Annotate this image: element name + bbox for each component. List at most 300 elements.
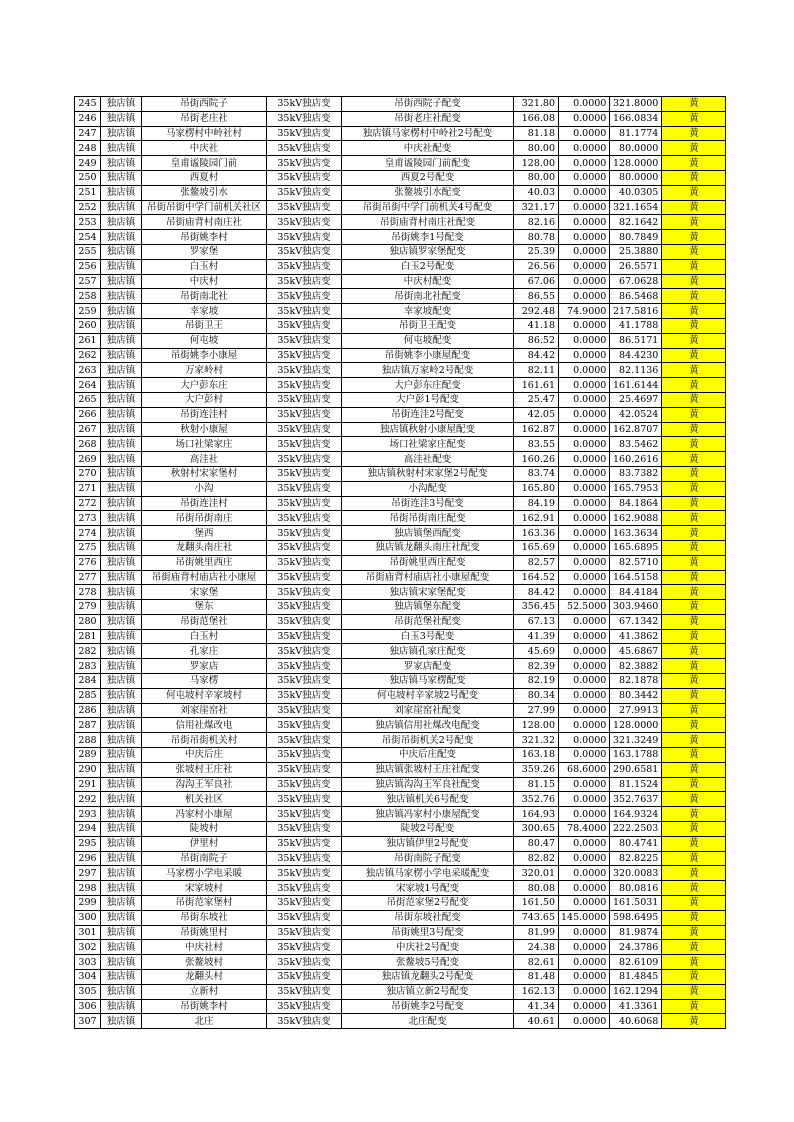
row-number: 283 [75, 659, 101, 674]
row-number: 257 [75, 274, 101, 289]
town-cell: 独店镇 [101, 896, 142, 911]
level-cell: 黄 [662, 851, 726, 866]
available-cell: 161.6144 [610, 378, 662, 393]
deducted-cell: 0.0000 [559, 526, 610, 541]
substation-cell: 35kV独店变 [267, 274, 342, 289]
deducted-cell: 0.0000 [559, 644, 610, 659]
deducted-cell: 0.0000 [559, 244, 610, 259]
substation-cell: 35kV独店变 [267, 807, 342, 822]
table-row [75, 822, 726, 837]
transformer-cell: 独店镇冯家村小康屋配变 [342, 807, 514, 822]
table-row [75, 955, 726, 970]
location-cell: 张鳌坡村 [142, 955, 267, 970]
available-cell: 161.5031 [610, 896, 662, 911]
town-cell: 独店镇 [101, 777, 142, 792]
deducted-cell: 0.0000 [559, 777, 610, 792]
location-cell: 吊街吊街中学门前机关社区 [142, 200, 267, 215]
town-cell: 独店镇 [101, 170, 142, 185]
row-number: 254 [75, 230, 101, 245]
row-number: 298 [75, 881, 101, 896]
town-cell: 独店镇 [101, 955, 142, 970]
location-cell: 万家岭村 [142, 363, 267, 378]
location-cell: 白玉村 [142, 629, 267, 644]
table-row [75, 170, 726, 185]
transformer-cell: 宋家坡1号配变 [342, 881, 514, 896]
available-cell: 321.3249 [610, 733, 662, 748]
level-cell: 黄 [662, 970, 726, 985]
capacity-cell: 82.11 [514, 363, 559, 378]
transformer-cell: 张鳌坡引水配变 [342, 185, 514, 200]
row-number: 251 [75, 185, 101, 200]
level-cell: 黄 [662, 718, 726, 733]
row-number: 258 [75, 289, 101, 304]
substation-cell: 35kV独店变 [267, 851, 342, 866]
row-number: 305 [75, 984, 101, 999]
transformer-cell: 刘家崖窑社配变 [342, 703, 514, 718]
town-cell: 独店镇 [101, 437, 142, 452]
table-row [75, 659, 726, 674]
table-row [75, 733, 726, 748]
town-cell: 独店镇 [101, 925, 142, 940]
transformer-cell: 独店镇伊里2号配变 [342, 836, 514, 851]
capacity-cell: 80.78 [514, 230, 559, 245]
town-cell: 独店镇 [101, 526, 142, 541]
capacity-cell: 166.08 [514, 111, 559, 126]
capacity-cell: 162.87 [514, 422, 559, 437]
table-row [75, 984, 726, 999]
table-row [75, 881, 726, 896]
substation-cell: 35kV独店变 [267, 526, 342, 541]
town-cell: 独店镇 [101, 200, 142, 215]
location-cell: 孔家庄 [142, 644, 267, 659]
deducted-cell: 0.0000 [559, 496, 610, 511]
substation-cell: 35kV独店变 [267, 111, 342, 126]
row-number: 291 [75, 777, 101, 792]
table-row [75, 614, 726, 629]
table-row [75, 836, 726, 851]
substation-cell: 35kV独店变 [267, 881, 342, 896]
level-cell: 黄 [662, 777, 726, 792]
row-number: 270 [75, 466, 101, 481]
transformer-cell: 吊街南北社配变 [342, 289, 514, 304]
available-cell: 162.9088 [610, 511, 662, 526]
location-cell: 北庄 [142, 1014, 267, 1029]
available-cell: 84.4184 [610, 585, 662, 600]
transformer-cell: 吊街吊街南庄配变 [342, 511, 514, 526]
level-cell: 黄 [662, 141, 726, 156]
location-cell: 中庆村 [142, 274, 267, 289]
town-cell: 独店镇 [101, 540, 142, 555]
transformer-cell: 独店镇立新2号配变 [342, 984, 514, 999]
substation-cell: 35kV独店变 [267, 703, 342, 718]
substation-cell: 35kV独店变 [267, 555, 342, 570]
transformer-cell: 吊街范家堡2号配变 [342, 896, 514, 911]
capacity-cell: 359.26 [514, 762, 559, 777]
town-cell: 独店镇 [101, 733, 142, 748]
town-cell: 独店镇 [101, 614, 142, 629]
substation-cell: 35kV独店变 [267, 748, 342, 763]
capacity-cell: 82.16 [514, 215, 559, 230]
row-number: 271 [75, 481, 101, 496]
transformer-cell: 北庄配变 [342, 1014, 514, 1029]
table-row [75, 748, 726, 763]
town-cell: 独店镇 [101, 392, 142, 407]
deducted-cell: 0.0000 [559, 703, 610, 718]
level-cell: 黄 [662, 733, 726, 748]
table-row [75, 452, 726, 467]
town-cell: 独店镇 [101, 481, 142, 496]
location-cell: 刘家崖窑社 [142, 703, 267, 718]
deducted-cell: 0.0000 [559, 274, 610, 289]
available-cell: 81.1524 [610, 777, 662, 792]
substation-cell: 35kV独店变 [267, 585, 342, 600]
location-cell: 白玉村 [142, 259, 267, 274]
level-cell: 黄 [662, 1014, 726, 1029]
substation-cell: 35kV独店变 [267, 970, 342, 985]
transformer-cell: 陡坡2号配变 [342, 822, 514, 837]
deducted-cell: 0.0000 [559, 688, 610, 703]
transformer-cell: 独店镇秋射村宋家堡2号配变 [342, 466, 514, 481]
substation-cell: 35kV独店变 [267, 999, 342, 1014]
row-number: 253 [75, 215, 101, 230]
level-cell: 黄 [662, 437, 726, 452]
level-cell: 黄 [662, 984, 726, 999]
capacity-cell: 292.48 [514, 304, 559, 319]
transformer-cell: 皇甫谧陵园门前配变 [342, 156, 514, 171]
level-cell: 黄 [662, 925, 726, 940]
level-cell: 黄 [662, 318, 726, 333]
town-cell: 独店镇 [101, 762, 142, 777]
transformer-cell: 独店镇万家岭2号配变 [342, 363, 514, 378]
location-cell: 吊街连洼村 [142, 407, 267, 422]
substation-cell: 35kV独店变 [267, 1014, 342, 1029]
substation-cell: 35kV独店变 [267, 407, 342, 422]
level-cell: 黄 [662, 629, 726, 644]
level-cell: 黄 [662, 259, 726, 274]
town-cell: 独店镇 [101, 511, 142, 526]
table-row [75, 600, 726, 615]
table-row [75, 156, 726, 171]
capacity-cell: 80.34 [514, 688, 559, 703]
level-cell: 黄 [662, 688, 726, 703]
deducted-cell: 0.0000 [559, 614, 610, 629]
table-row [75, 466, 726, 481]
available-cell: 80.3442 [610, 688, 662, 703]
level-cell: 黄 [662, 955, 726, 970]
capacity-cell: 352.76 [514, 792, 559, 807]
level-cell: 黄 [662, 659, 726, 674]
available-cell: 41.3361 [610, 999, 662, 1014]
town-cell: 独店镇 [101, 378, 142, 393]
deducted-cell: 0.0000 [559, 807, 610, 822]
transformer-cell: 独店镇马家楞配变 [342, 674, 514, 689]
location-cell: 西夏村 [142, 170, 267, 185]
level-cell: 黄 [662, 896, 726, 911]
level-cell: 黄 [662, 910, 726, 925]
available-cell: 166.0834 [610, 111, 662, 126]
location-cell: 高洼社 [142, 452, 267, 467]
transformer-cell: 张鳌坡5号配变 [342, 955, 514, 970]
capacity-cell: 162.13 [514, 984, 559, 999]
table-row [75, 274, 726, 289]
town-cell: 独店镇 [101, 230, 142, 245]
table-row [75, 392, 726, 407]
substation-cell: 35kV独店变 [267, 925, 342, 940]
transformer-cell: 吊街东坡社配变 [342, 910, 514, 925]
capacity-cell: 161.50 [514, 896, 559, 911]
deducted-cell: 68.6000 [559, 762, 610, 777]
location-cell: 罗家堡 [142, 244, 267, 259]
level-cell: 黄 [662, 881, 726, 896]
table-body [75, 97, 726, 1029]
town-cell: 独店镇 [101, 318, 142, 333]
available-cell: 165.7953 [610, 481, 662, 496]
capacity-cell: 163.36 [514, 526, 559, 541]
capacity-cell: 128.00 [514, 718, 559, 733]
deducted-cell: 145.0000 [559, 910, 610, 925]
town-cell: 独店镇 [101, 407, 142, 422]
row-number: 302 [75, 940, 101, 955]
deducted-cell: 0.0000 [559, 999, 610, 1014]
deducted-cell: 0.0000 [559, 126, 610, 141]
row-number: 263 [75, 363, 101, 378]
row-number: 288 [75, 733, 101, 748]
town-cell: 独店镇 [101, 822, 142, 837]
table-row [75, 925, 726, 940]
table-row [75, 200, 726, 215]
capacity-cell: 41.18 [514, 318, 559, 333]
deducted-cell: 0.0000 [559, 970, 610, 985]
substation-cell: 35kV独店变 [267, 762, 342, 777]
transformer-cell: 吊街姚里西庄配变 [342, 555, 514, 570]
town-cell: 独店镇 [101, 304, 142, 319]
town-cell: 独店镇 [101, 999, 142, 1014]
transformer-cell: 独店镇堡东配变 [342, 600, 514, 615]
level-cell: 黄 [662, 452, 726, 467]
available-cell: 82.1136 [610, 363, 662, 378]
deducted-cell: 0.0000 [559, 851, 610, 866]
deducted-cell: 52.5000 [559, 600, 610, 615]
town-cell: 独店镇 [101, 644, 142, 659]
row-number: 301 [75, 925, 101, 940]
table-row [75, 851, 726, 866]
available-cell: 160.2616 [610, 452, 662, 467]
location-cell: 马家楞 [142, 674, 267, 689]
row-number: 306 [75, 999, 101, 1014]
town-cell: 独店镇 [101, 836, 142, 851]
row-number: 289 [75, 748, 101, 763]
level-cell: 黄 [662, 126, 726, 141]
town-cell: 独店镇 [101, 126, 142, 141]
row-number: 274 [75, 526, 101, 541]
available-cell: 25.4697 [610, 392, 662, 407]
transformer-cell: 吊街范堡社配变 [342, 614, 514, 629]
level-cell: 黄 [662, 333, 726, 348]
transformer-cell: 吊街吊街中学门前机关4号配变 [342, 200, 514, 215]
town-cell: 独店镇 [101, 748, 142, 763]
row-number: 287 [75, 718, 101, 733]
capacity-cell: 25.39 [514, 244, 559, 259]
location-cell: 吊街姚李村 [142, 230, 267, 245]
capacity-cell: 84.19 [514, 496, 559, 511]
capacity-cell: 24.38 [514, 940, 559, 955]
table-row [75, 999, 726, 1014]
deducted-cell: 0.0000 [559, 333, 610, 348]
row-number: 260 [75, 318, 101, 333]
capacity-cell: 41.39 [514, 629, 559, 644]
transformer-cell: 独店镇龙翻头南庄社配变 [342, 540, 514, 555]
town-cell: 独店镇 [101, 718, 142, 733]
transformer-cell: 中庆社2号配变 [342, 940, 514, 955]
substation-cell: 35kV独店变 [267, 348, 342, 363]
level-cell: 黄 [662, 496, 726, 511]
available-cell: 321.8000 [610, 97, 662, 112]
location-cell: 沟沟王军良社 [142, 777, 267, 792]
deducted-cell: 0.0000 [559, 259, 610, 274]
substation-cell: 35kV独店变 [267, 481, 342, 496]
town-cell: 独店镇 [101, 659, 142, 674]
available-cell: 128.0000 [610, 156, 662, 171]
available-cell: 290.6581 [610, 762, 662, 777]
deducted-cell: 0.0000 [559, 836, 610, 851]
level-cell: 黄 [662, 274, 726, 289]
location-cell: 吊街吊街南庄 [142, 511, 267, 526]
table-row [75, 718, 726, 733]
transformer-cell: 大户彭1号配变 [342, 392, 514, 407]
capacity-cell: 164.52 [514, 570, 559, 585]
substation-cell: 35kV独店变 [267, 792, 342, 807]
available-cell: 164.9324 [610, 807, 662, 822]
town-cell: 独店镇 [101, 244, 142, 259]
available-cell: 81.4845 [610, 970, 662, 985]
substation-cell: 35kV独店变 [267, 259, 342, 274]
deducted-cell: 0.0000 [559, 585, 610, 600]
capacity-cell: 40.03 [514, 185, 559, 200]
row-number: 282 [75, 644, 101, 659]
table-row [75, 244, 726, 259]
deducted-cell: 0.0000 [559, 629, 610, 644]
available-cell: 163.3634 [610, 526, 662, 541]
table-row [75, 703, 726, 718]
level-cell: 黄 [662, 185, 726, 200]
table-row [75, 570, 726, 585]
available-cell: 82.6109 [610, 955, 662, 970]
deducted-cell: 0.0000 [559, 748, 610, 763]
level-cell: 黄 [662, 511, 726, 526]
town-cell: 独店镇 [101, 141, 142, 156]
capacity-cell: 356.45 [514, 600, 559, 615]
deducted-cell: 0.0000 [559, 363, 610, 378]
available-cell: 27.9913 [610, 703, 662, 718]
deducted-cell: 0.0000 [559, 407, 610, 422]
row-number: 245 [75, 97, 101, 112]
transformer-cell: 独店镇信用社煤改电配变 [342, 718, 514, 733]
substation-cell: 35kV独店变 [267, 777, 342, 792]
location-cell: 中庆后庄 [142, 748, 267, 763]
row-number: 261 [75, 333, 101, 348]
available-cell: 45.6867 [610, 644, 662, 659]
location-cell: 吊街庙背村庙店社小康屋 [142, 570, 267, 585]
capacity-cell: 25.47 [514, 392, 559, 407]
available-cell: 222.2503 [610, 822, 662, 837]
table-row [75, 526, 726, 541]
capacity-cell: 67.06 [514, 274, 559, 289]
table-row [75, 807, 726, 822]
level-cell: 黄 [662, 600, 726, 615]
capacity-cell: 84.42 [514, 348, 559, 363]
transformer-cell: 吊街连洼3号配变 [342, 496, 514, 511]
available-cell: 25.3880 [610, 244, 662, 259]
table-row [75, 540, 726, 555]
table-row [75, 363, 726, 378]
deducted-cell: 0.0000 [559, 215, 610, 230]
location-cell: 吊街西院子 [142, 97, 267, 112]
available-cell: 162.8707 [610, 422, 662, 437]
level-cell: 黄 [662, 836, 726, 851]
transformer-cell: 吊街姚李2号配变 [342, 999, 514, 1014]
capacity-cell: 165.69 [514, 540, 559, 555]
town-cell: 独店镇 [101, 807, 142, 822]
substation-cell: 35kV独店变 [267, 674, 342, 689]
deducted-cell: 0.0000 [559, 925, 610, 940]
load-table [74, 96, 726, 1029]
location-cell: 吊街老庄社 [142, 111, 267, 126]
available-cell: 80.0816 [610, 881, 662, 896]
location-cell: 吊街范家堡村 [142, 896, 267, 911]
capacity-cell: 320.01 [514, 866, 559, 881]
capacity-cell: 321.80 [514, 97, 559, 112]
location-cell: 中庆社 [142, 141, 267, 156]
location-cell: 陡坡村 [142, 822, 267, 837]
location-cell: 吊街庙背村南庄社 [142, 215, 267, 230]
transformer-cell: 罗家店配变 [342, 659, 514, 674]
level-cell: 黄 [662, 407, 726, 422]
substation-cell: 35kV独店变 [267, 230, 342, 245]
substation-cell: 35kV独店变 [267, 244, 342, 259]
location-cell: 信用社煤改电 [142, 718, 267, 733]
level-cell: 黄 [662, 570, 726, 585]
row-number: 256 [75, 259, 101, 274]
table-row [75, 333, 726, 348]
available-cell: 598.6495 [610, 910, 662, 925]
location-cell: 何屯坡 [142, 333, 267, 348]
available-cell: 321.1654 [610, 200, 662, 215]
location-cell: 吊街姚里西庄 [142, 555, 267, 570]
substation-cell: 35kV独店变 [267, 126, 342, 141]
row-number: 276 [75, 555, 101, 570]
location-cell: 秋射村宋家堡村 [142, 466, 267, 481]
capacity-cell: 80.00 [514, 141, 559, 156]
deducted-cell: 0.0000 [559, 940, 610, 955]
deducted-cell: 0.0000 [559, 452, 610, 467]
row-number: 252 [75, 200, 101, 215]
level-cell: 黄 [662, 200, 726, 215]
substation-cell: 35kV独店变 [267, 437, 342, 452]
available-cell: 40.0305 [610, 185, 662, 200]
available-cell: 83.7382 [610, 466, 662, 481]
capacity-cell: 82.82 [514, 851, 559, 866]
capacity-cell: 300.65 [514, 822, 559, 837]
deducted-cell: 78.4000 [559, 822, 610, 837]
available-cell: 26.5571 [610, 259, 662, 274]
capacity-cell: 27.99 [514, 703, 559, 718]
level-cell: 黄 [662, 289, 726, 304]
available-cell: 42.0524 [610, 407, 662, 422]
location-cell: 吊街卫王 [142, 318, 267, 333]
location-cell: 吊街东坡社 [142, 910, 267, 925]
town-cell: 独店镇 [101, 851, 142, 866]
town-cell: 独店镇 [101, 984, 142, 999]
